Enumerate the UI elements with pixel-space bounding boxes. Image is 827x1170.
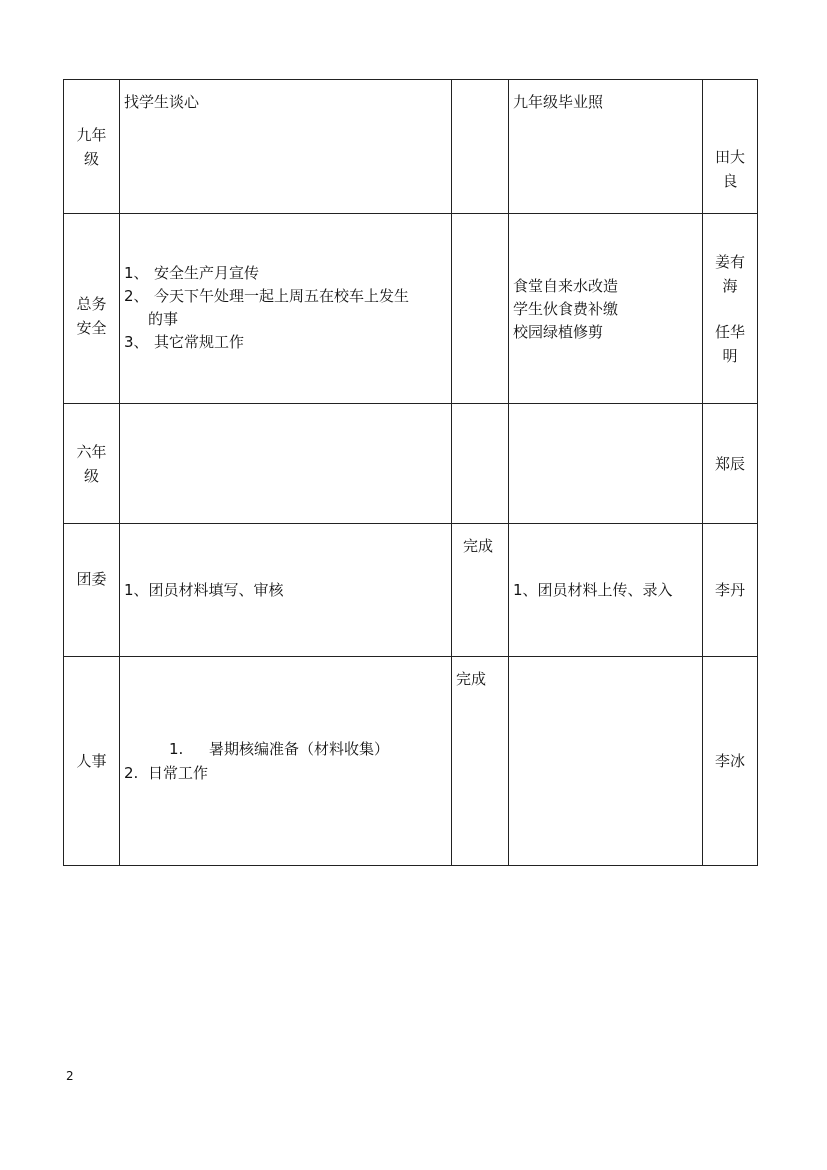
- work-table: [63, 79, 758, 866]
- work-cell: [120, 404, 452, 524]
- work-cell: [120, 524, 452, 657]
- work-cell: [120, 657, 452, 866]
- person-line: 田大: [714, 147, 745, 166]
- dept-cell: [64, 80, 120, 214]
- person-line: 良: [722, 171, 738, 190]
- plan-item: 学生伙食费补缴: [513, 300, 619, 318]
- person-cell: [703, 214, 758, 404]
- work-item: 1、团员材料填写、审核: [124, 581, 284, 599]
- plan-cell: [509, 404, 703, 524]
- work-cell: [120, 214, 452, 404]
- status-cell: [452, 657, 509, 866]
- dept-cell: [64, 214, 120, 404]
- table-row: [64, 657, 758, 866]
- dept-cell: [64, 657, 120, 866]
- person-cell: [703, 404, 758, 524]
- status-cell: [452, 214, 509, 404]
- work-item: 找学生谈心: [124, 93, 200, 111]
- person-spacer: [703, 298, 757, 320]
- list-item: 1. 暑期核编准备（材料收集）: [169, 740, 390, 758]
- dept-line: 总务: [76, 294, 107, 313]
- person-cell: [703, 657, 758, 866]
- plan-cell: [509, 214, 703, 404]
- table-row: [64, 214, 758, 404]
- dept-cell: [64, 404, 120, 524]
- person-cell: [703, 524, 758, 657]
- status-cell: [452, 80, 509, 214]
- person-line: 李冰: [714, 752, 745, 770]
- plan-cell: [509, 657, 703, 866]
- status-badge: 完成: [456, 670, 487, 688]
- table-row: [64, 404, 758, 524]
- person-line: 郑辰: [714, 454, 745, 473]
- plan-list: [513, 275, 618, 344]
- dept-line: 团委: [76, 570, 107, 588]
- dept-cell: [64, 524, 120, 657]
- status-cell: [452, 404, 509, 524]
- dept-line: 级: [83, 149, 99, 168]
- person-line: 李丹: [714, 581, 745, 599]
- dept-line: 六年: [76, 442, 107, 461]
- dept-line: 人事: [76, 752, 107, 770]
- person-line: 海: [722, 277, 738, 295]
- list-item: 3、 其它常规工作: [124, 333, 245, 351]
- dept-line: 九年: [76, 125, 107, 144]
- dept-line: 安全: [76, 318, 107, 337]
- page-number: 2: [66, 1069, 74, 1083]
- person-line: 姜有: [714, 253, 745, 271]
- plan-item: 校园绿植修剪: [513, 323, 604, 341]
- plan-item: 1、团员材料上传、录入: [513, 581, 673, 599]
- plan-item: 九年级毕业照: [513, 93, 604, 111]
- list-item: 1、 安全生产月宣传: [124, 264, 260, 282]
- table-row: [64, 524, 758, 657]
- work-list: [124, 262, 409, 354]
- list-item: 2. 日常工作: [124, 764, 209, 782]
- person-line: 明: [722, 347, 738, 365]
- person-line: 任华: [714, 323, 745, 341]
- plan-cell: [509, 524, 703, 657]
- plan-item: 食堂自来水改造: [513, 277, 619, 295]
- dept-line: 级: [83, 466, 99, 485]
- list-item: 2、 今天下午处理一起上周五在校车上发生 的事: [124, 287, 410, 328]
- status-badge: 完成: [463, 537, 494, 555]
- plan-cell: [509, 80, 703, 214]
- table-row: [64, 80, 758, 214]
- status-cell: [452, 524, 509, 657]
- work-cell: [120, 80, 452, 214]
- person-cell: [703, 80, 758, 214]
